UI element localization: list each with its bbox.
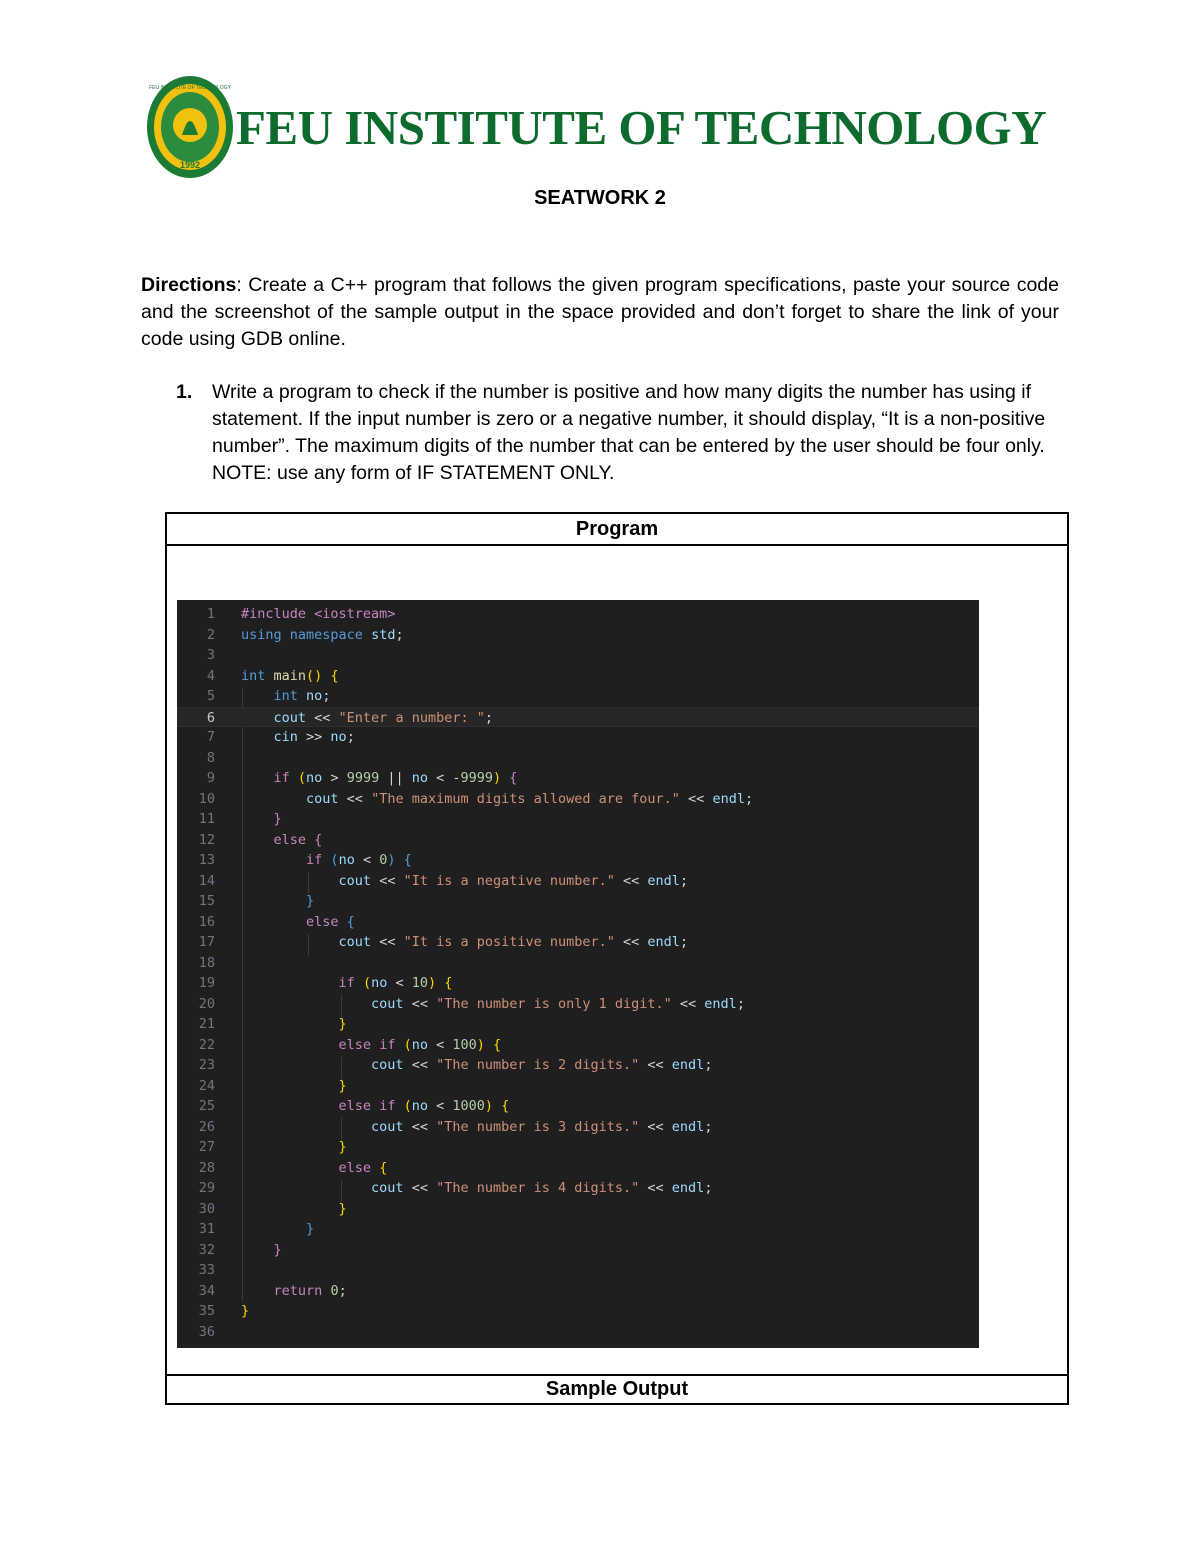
code-token: cin <box>273 729 298 745</box>
code-token: { <box>493 1036 502 1053</box>
code-token: () <box>306 667 331 684</box>
code-token: { <box>338 913 355 930</box>
code-token: ( <box>395 1036 412 1053</box>
code-token: < <box>387 975 412 991</box>
code-token: ) <box>476 1036 494 1053</box>
line-number: 17 <box>198 934 215 950</box>
code-token <box>241 893 306 909</box>
page-title: SEATWORK 2 <box>534 187 666 209</box>
line-number: 10 <box>198 790 215 807</box>
code-token: ) <box>428 975 445 991</box>
code-token: << <box>371 934 404 950</box>
code-line <box>177 932 979 953</box>
code-token: "The maximum digits allowed are four." <box>371 790 680 807</box>
code-token <box>241 1119 371 1135</box>
line-number: 26 <box>198 1118 215 1135</box>
code-token: << <box>403 1118 437 1135</box>
line-number: 30 <box>198 1200 215 1217</box>
code-token <box>241 729 274 745</box>
code-token: ) <box>387 852 404 868</box>
code-token: ; <box>346 729 355 745</box>
code-token: } <box>338 1200 347 1217</box>
code-line <box>177 1199 979 1220</box>
code-token: endl <box>647 872 680 889</box>
code-line <box>177 604 979 625</box>
code-token: << <box>403 1057 437 1073</box>
code-line <box>177 994 979 1015</box>
code-token: { <box>444 975 453 991</box>
line-number: 16 <box>198 913 215 930</box>
code-token: no <box>411 1098 428 1114</box>
line-number: 20 <box>198 995 215 1012</box>
line-number: 7 <box>206 729 215 745</box>
line-number: 1 <box>206 606 215 622</box>
code-text <box>241 1055 712 1076</box>
code-token: { <box>330 667 339 684</box>
code-token: int <box>241 667 266 684</box>
code-token: cout <box>371 1118 404 1135</box>
code-token: if <box>338 975 355 991</box>
code-text <box>241 850 412 871</box>
line-number: 15 <box>198 893 215 909</box>
code-token: || <box>379 770 412 786</box>
line-number: 27 <box>198 1139 215 1155</box>
code-token: ; <box>322 688 331 704</box>
line-number: 11 <box>198 811 215 827</box>
directions-text: : Create a C++ program that follows the given program specifications, paste your source code and the screenshot of the sample output in the space provided and don’t forget to share the link of your code using GDB online. <box>141 274 1059 350</box>
code-token: << <box>403 995 437 1012</box>
line-number: 12 <box>198 831 215 848</box>
code-token: { <box>306 831 323 848</box>
question-number: 1. <box>176 381 193 403</box>
code-token <box>241 1057 371 1073</box>
line-number: 18 <box>198 954 215 971</box>
code-token: no <box>411 770 428 786</box>
code-line <box>177 625 979 646</box>
code-text <box>241 604 395 625</box>
code-token: ; <box>679 934 689 950</box>
code-token: >> <box>297 729 331 745</box>
code-text <box>241 768 517 789</box>
code-token: } <box>241 1303 250 1319</box>
code-line <box>177 666 979 687</box>
code-line <box>177 707 979 728</box>
code-token: < <box>428 1098 453 1114</box>
code-token: > <box>322 770 347 786</box>
code-token <box>241 1221 306 1237</box>
code-token <box>241 975 339 991</box>
code-token: } <box>338 1016 347 1032</box>
code-text <box>241 1096 509 1117</box>
line-number: 8 <box>206 749 215 766</box>
code-token <box>241 1160 339 1176</box>
code-text <box>241 871 688 892</box>
code-token <box>241 1098 339 1114</box>
code-token: endl <box>671 1057 705 1073</box>
code-token: < - <box>428 770 461 786</box>
code-token: << <box>639 1180 672 1196</box>
code-token <box>298 688 306 704</box>
code-line <box>177 727 979 748</box>
code-text <box>241 789 753 810</box>
code-token: << <box>614 934 648 950</box>
code-line <box>177 871 979 892</box>
code-line <box>177 1035 979 1056</box>
code-token: endl <box>712 790 745 807</box>
line-number: 34 <box>198 1282 215 1299</box>
code-line <box>177 1014 979 1035</box>
code-token: std <box>371 626 396 643</box>
line-number: 9 <box>206 770 215 786</box>
code-token <box>241 873 339 889</box>
line-number: 3 <box>206 647 215 663</box>
code-token <box>241 1016 339 1032</box>
code-token: << <box>338 790 372 807</box>
code-text <box>241 891 314 912</box>
line-number: 5 <box>206 688 215 704</box>
code-line <box>177 1281 979 1302</box>
code-text <box>241 912 355 933</box>
code-token: ; <box>395 626 404 643</box>
code-line <box>177 645 979 666</box>
code-text <box>241 666 339 687</box>
code-token: << <box>679 790 713 807</box>
line-number: 25 <box>198 1098 215 1114</box>
code-token: "The number is 3 digits." <box>436 1118 640 1135</box>
code-token <box>371 1037 379 1053</box>
code-token: } <box>338 1139 347 1155</box>
line-number: 36 <box>198 1323 215 1340</box>
code-token: ; <box>704 1057 713 1073</box>
code-token: < <box>354 852 380 868</box>
code-token: 0 <box>379 852 388 868</box>
code-token: "It is a positive number." <box>403 934 615 950</box>
code-line <box>177 830 979 851</box>
sample-output-header: Sample Output <box>545 1378 689 1400</box>
seal-year: 1992 <box>179 160 201 170</box>
code-token: 9999 <box>346 770 380 786</box>
code-token <box>241 914 306 930</box>
code-token: no <box>330 729 347 745</box>
line-number: 35 <box>198 1303 215 1319</box>
code-line <box>177 912 979 933</box>
line-number: 28 <box>198 1159 215 1176</box>
code-token: if <box>379 1036 396 1053</box>
code-token <box>241 791 306 807</box>
code-token <box>241 1037 339 1053</box>
directions-paragraph <box>141 272 1059 353</box>
code-token: cout <box>371 995 404 1012</box>
line-number: 14 <box>198 872 215 889</box>
code-token: < <box>428 1036 453 1053</box>
code-token: } <box>273 811 282 827</box>
code-line <box>177 1076 979 1097</box>
code-text <box>241 1281 347 1302</box>
code-token <box>241 710 274 726</box>
code-token: else <box>338 1159 372 1176</box>
code-line <box>177 953 979 974</box>
code-token: << <box>671 995 705 1012</box>
code-token: ( <box>395 1098 412 1114</box>
code-token: endl <box>671 1118 705 1135</box>
code-token <box>241 1139 339 1155</box>
code-token: << <box>614 872 648 889</box>
code-token: cout <box>371 1180 404 1196</box>
code-token: 100 <box>452 1036 477 1053</box>
code-token: no <box>306 688 323 704</box>
code-token <box>241 1180 371 1196</box>
code-token: ( <box>322 852 339 868</box>
code-text <box>241 1014 347 1035</box>
code-editor-screenshot <box>177 600 979 1348</box>
code-token <box>241 688 274 704</box>
code-token: if <box>273 770 290 786</box>
code-token: endl <box>704 995 737 1012</box>
code-line <box>177 748 979 769</box>
code-line <box>177 1096 979 1117</box>
code-token: if <box>379 1098 396 1114</box>
code-line <box>177 973 979 994</box>
code-text <box>241 1301 249 1322</box>
code-text <box>241 1178 712 1199</box>
institution-name: FEU INSTITUTE OF TECHNOLOGY <box>236 99 1047 155</box>
code-text <box>241 1219 314 1240</box>
code-token: ( <box>289 770 307 786</box>
code-line <box>177 1158 979 1179</box>
line-number: 2 <box>206 626 215 643</box>
question-item <box>176 379 1056 487</box>
code-text <box>241 1035 501 1056</box>
code-token: "The number is 2 digits." <box>436 1057 640 1073</box>
code-token: << <box>403 1180 437 1196</box>
line-number: 24 <box>198 1077 215 1094</box>
code-token <box>282 627 290 643</box>
code-token <box>241 832 274 848</box>
line-number: 22 <box>198 1036 215 1053</box>
code-token <box>371 1098 379 1114</box>
code-token: "The number is 4 digits." <box>436 1180 640 1196</box>
code-token: { <box>501 1098 510 1114</box>
directions-label: Directions <box>141 274 237 296</box>
code-token: { <box>403 852 412 868</box>
code-token: ; <box>704 1180 713 1196</box>
code-token: #include <iostream> <box>241 606 396 622</box>
code-text <box>241 1076 347 1097</box>
code-line <box>177 1260 979 1281</box>
code-token: "Enter a number: " <box>338 709 485 726</box>
code-token: else <box>338 1036 372 1053</box>
code-token <box>265 668 273 684</box>
answer-table <box>165 512 1069 1405</box>
institution-seal-icon <box>146 75 234 179</box>
code-line <box>177 1117 979 1138</box>
code-token: endl <box>647 934 680 950</box>
code-token: ; <box>736 995 745 1012</box>
code-token <box>241 1078 339 1094</box>
code-token: "The number is only 1 digit." <box>436 995 672 1012</box>
code-token <box>241 1242 274 1258</box>
seal-text: FEU INSTITUTE OF TECHNOLOGY <box>149 85 231 91</box>
code-token <box>241 934 339 950</box>
code-token: if <box>306 852 323 868</box>
line-number: 29 <box>198 1180 215 1196</box>
code-token: no <box>306 770 323 786</box>
code-token: ) <box>484 1098 502 1114</box>
code-token: int <box>273 688 298 704</box>
code-token <box>241 811 274 827</box>
code-text <box>241 1158 387 1179</box>
code-line <box>177 1055 979 1076</box>
code-line <box>177 768 979 789</box>
code-text <box>241 686 330 707</box>
code-text <box>241 973 452 994</box>
line-number: 13 <box>198 852 215 868</box>
code-line <box>177 1301 979 1322</box>
code-text <box>241 708 493 729</box>
code-token: cout <box>338 872 372 889</box>
code-token: } <box>306 1221 315 1237</box>
code-token: } <box>273 1241 282 1258</box>
code-token: cout <box>273 709 307 726</box>
code-token: { <box>371 1159 388 1176</box>
code-token: cout <box>338 934 372 950</box>
code-token: namespace <box>289 626 363 643</box>
code-token: } <box>338 1077 347 1094</box>
code-text <box>241 625 404 646</box>
code-text <box>241 1199 347 1220</box>
line-number: 6 <box>206 709 215 726</box>
code-line <box>177 1240 979 1261</box>
code-line <box>177 891 979 912</box>
code-text <box>241 727 355 748</box>
code-token: "It is a negative number." <box>403 872 615 889</box>
code-token: else <box>338 1098 372 1114</box>
code-text <box>241 932 688 953</box>
code-line <box>177 850 979 871</box>
code-token: using <box>241 626 282 643</box>
code-token: 0 <box>330 1282 339 1299</box>
code-text <box>241 1240 282 1261</box>
code-token: ; <box>744 790 754 807</box>
code-token: no <box>338 852 355 868</box>
code-token: main <box>273 667 307 684</box>
code-token: return <box>273 1282 323 1299</box>
code-token: ) <box>493 770 510 786</box>
code-token: ( <box>354 975 372 991</box>
line-number: 19 <box>198 975 215 991</box>
code-token: ; <box>338 1282 347 1299</box>
code-token: << <box>639 1118 672 1135</box>
code-line <box>177 1137 979 1158</box>
code-token: 10 <box>411 975 428 991</box>
code-token: } <box>306 893 315 909</box>
code-line <box>177 1178 979 1199</box>
program-header: Program <box>167 514 1067 546</box>
code-token: else <box>306 913 339 930</box>
code-token: << <box>306 709 339 726</box>
code-token: ; <box>704 1118 713 1135</box>
code-token: else <box>273 831 307 848</box>
code-line <box>177 789 979 810</box>
code-text <box>241 1137 347 1158</box>
code-line <box>177 686 979 707</box>
line-number: 23 <box>198 1057 215 1073</box>
question-text: Write a program to check if the number is positive and how many digits the number has using if statement. If the input number is zero or a negative number, it should display, “It is a non-positive number”. The maximum digits of the number that can be entered by the user should be four only. NOTE: use any form of IF STATEMENT ONLY. <box>212 381 1046 484</box>
institution-header <box>146 74 1047 180</box>
code-line <box>177 809 979 830</box>
code-token: endl <box>671 1180 705 1196</box>
code-token <box>241 770 274 786</box>
code-line <box>177 1322 979 1343</box>
code-token <box>241 1283 274 1299</box>
code-token: 1000 <box>452 1098 485 1114</box>
code-token: cout <box>306 790 339 807</box>
code-token: << <box>371 872 404 889</box>
line-number: 21 <box>198 1016 215 1032</box>
code-token: ; <box>484 709 493 726</box>
code-token <box>241 1201 339 1217</box>
code-token: ; <box>679 872 689 889</box>
code-text <box>241 809 282 830</box>
line-number: 4 <box>206 667 215 684</box>
code-token: cout <box>371 1057 404 1073</box>
code-text <box>241 1117 712 1138</box>
code-line <box>177 1219 979 1240</box>
code-token <box>363 627 371 643</box>
code-token: 9999 <box>460 770 494 786</box>
program-cell <box>167 546 1067 1376</box>
code-token: { <box>509 770 518 786</box>
line-number: 31 <box>198 1221 215 1237</box>
code-token: no <box>371 975 388 991</box>
line-number: 33 <box>198 1262 215 1278</box>
line-number: 32 <box>198 1241 215 1258</box>
code-text <box>241 830 322 851</box>
code-token: << <box>639 1057 672 1073</box>
code-token <box>241 996 371 1012</box>
code-text <box>241 994 745 1015</box>
code-token: no <box>411 1036 428 1053</box>
code-token <box>241 852 306 868</box>
